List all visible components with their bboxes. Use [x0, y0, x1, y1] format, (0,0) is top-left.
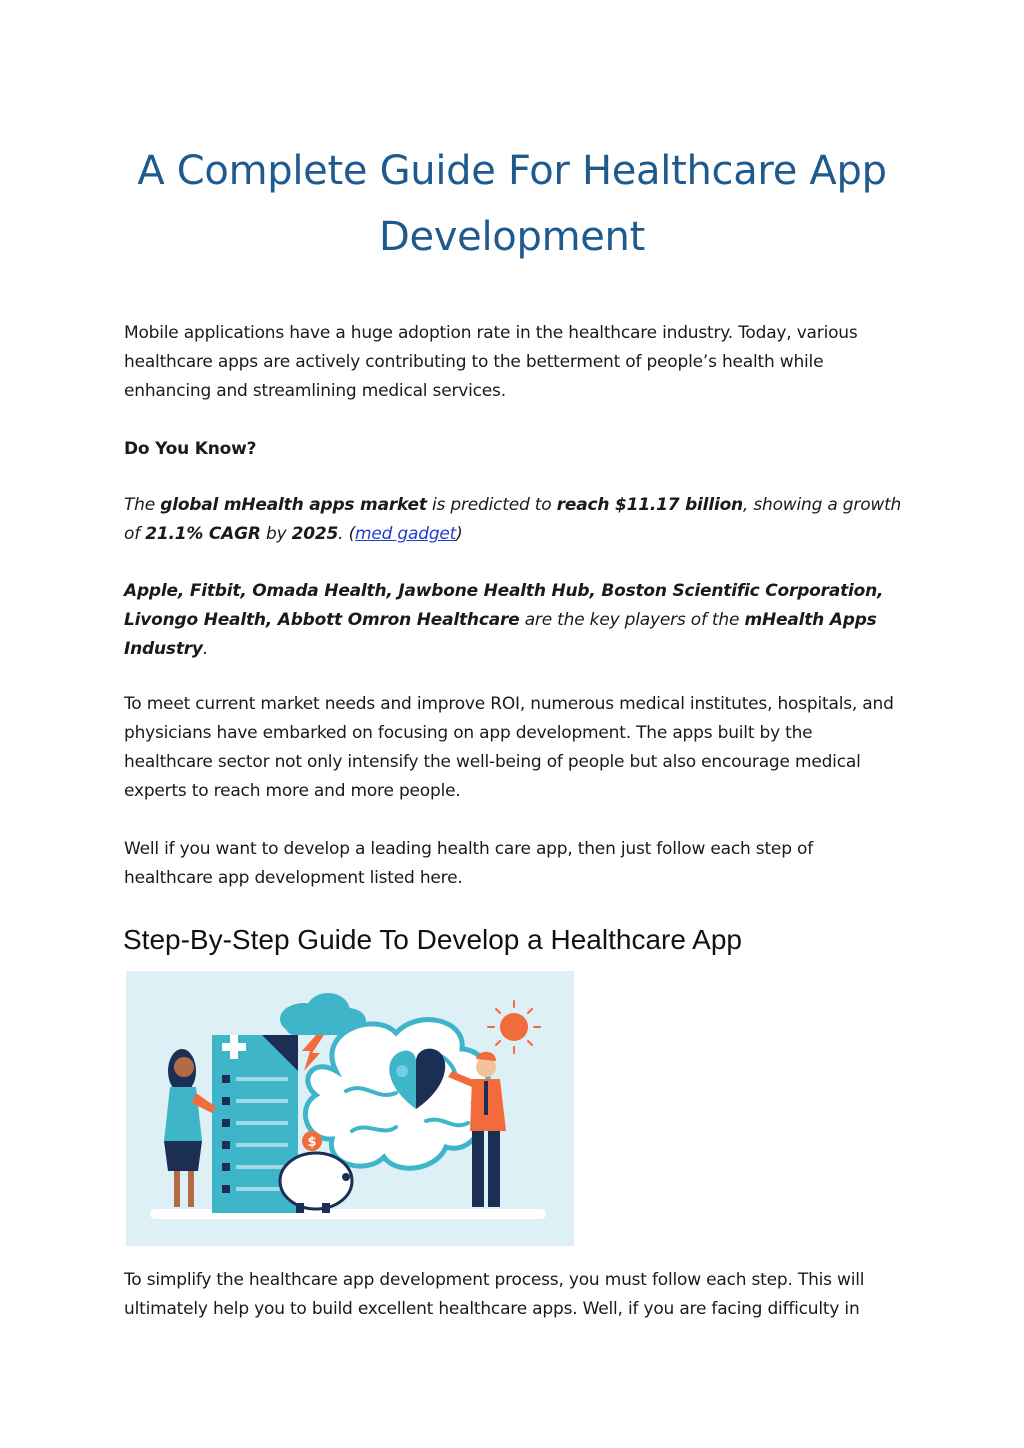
ground-line: [150, 1209, 546, 1219]
healthcare-illustration-svg: [126, 971, 574, 1246]
page-title: A Complete Guide For Healthcare App Development: [137, 148, 887, 260]
woman-figure: [164, 1049, 216, 1207]
stat-text: The: [124, 495, 161, 515]
key-players-list: Apple, Fitbit, Omada Health, Jawbone Health Hub, Boston Scientific Corporation, Livongo Health, Abbott Omron Healthcare: [124, 581, 884, 630]
coin-dollar-symbol: $: [307, 1135, 317, 1150]
key-players-paragraph: [124, 577, 904, 664]
stat-text: ): [456, 524, 463, 544]
do-you-know-heading: Do You Know?: [124, 439, 257, 459]
intro-paragraph: Mobile applications have a huge adoption rate in the healthcare industry. Today, various healthcare apps are actively contributing to the betterment of people’s health while enhancing and streamlining medical services.: [124, 323, 858, 401]
brain-icon: [305, 1020, 488, 1169]
stat-year: 2025: [291, 524, 339, 544]
source-link[interactable]: med gadget: [355, 524, 457, 544]
stat-text: . (: [338, 524, 355, 544]
stat-text: by: [260, 524, 292, 544]
stat-text: is predicted to: [426, 495, 557, 515]
market-needs-paragraph: To meet current market needs and improve ROI, numerous medical institutes, hospitals, and physicians have embarked on focusing on app development. The apps built by the healthcare sector not only intensify the well-being of people but also encourage medical experts to reach more and more people.: [124, 694, 894, 801]
players-text: .: [202, 639, 209, 659]
healthcare-illustration: [126, 971, 574, 1246]
stat-market-name: global mHealth apps market: [160, 495, 427, 515]
section-heading: Step-By-Step Guide To Develop a Healthcare App: [123, 924, 742, 955]
simplify-paragraph: To simplify the healthcare app development process, you must follow each step. This will ultimately help you to build excellent healthcare apps. Well, if you are facing difficulty in: [124, 1270, 865, 1319]
follow-steps-paragraph: Well if you want to develop a leading health care app, then just follow each step of healthcare app development listed here.: [124, 839, 813, 888]
sun-icon: [488, 1001, 540, 1053]
players-text: are the key players of the: [519, 610, 745, 630]
stat-cagr: 21.1% CAGR: [145, 524, 261, 544]
stat-text: , showing a growth of: [124, 495, 902, 544]
stat-value: reach $11.17 billion: [556, 495, 743, 515]
market-stat-paragraph: [124, 491, 904, 549]
industry-name: mHealth Apps Industry: [124, 610, 877, 659]
